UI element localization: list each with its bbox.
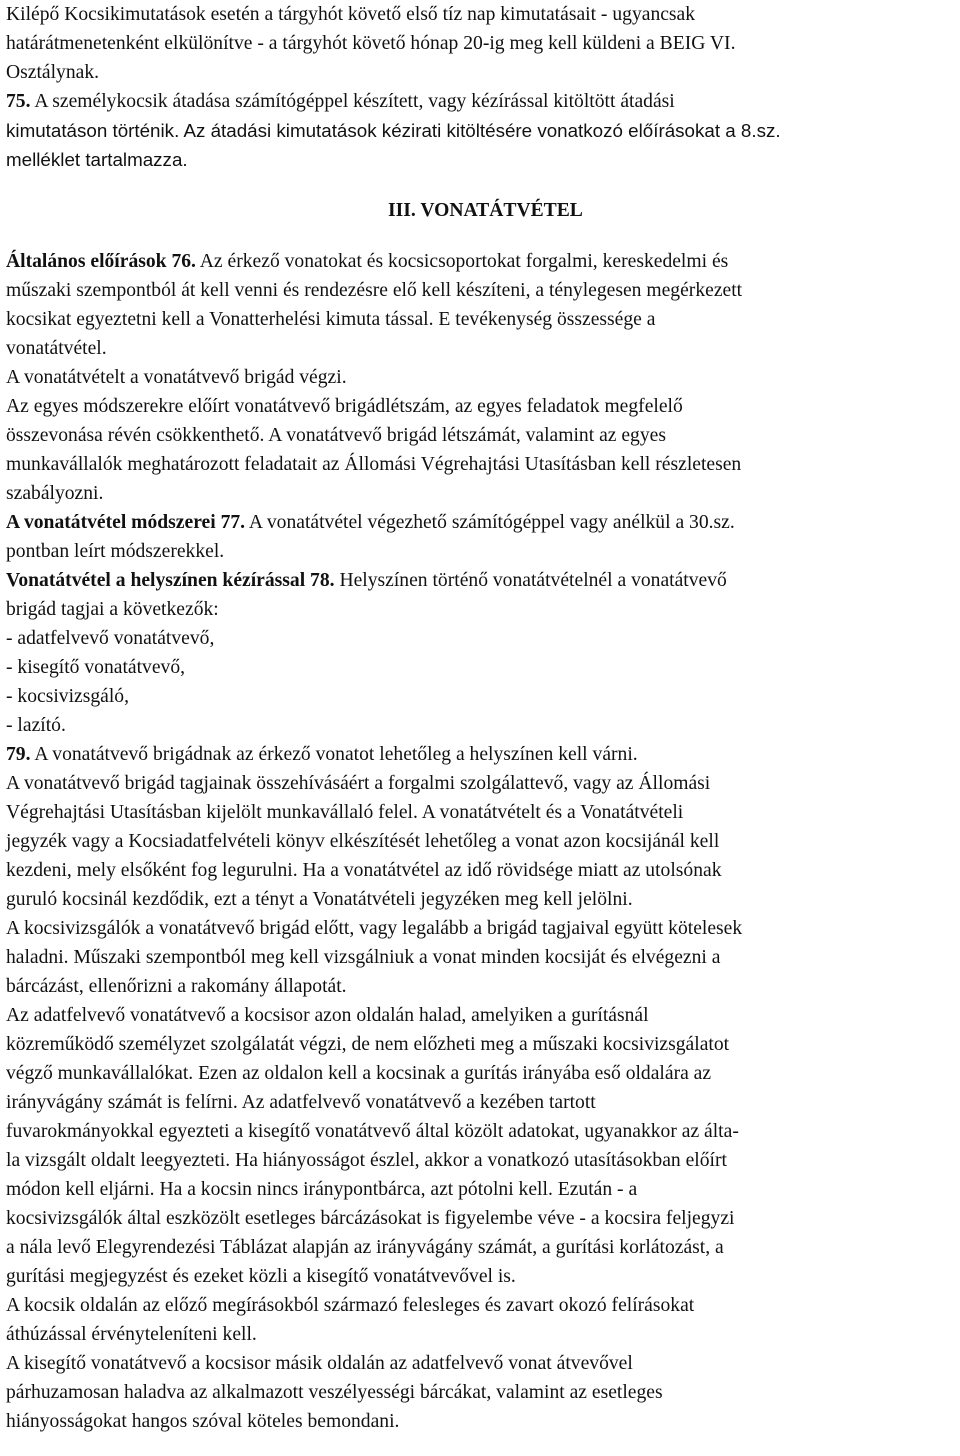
text-line: melléklet tartalmazza. (6, 149, 188, 170)
text-line: fuvarokmányokkal egyezteti a kisegítő vonatátvevő által közölt adatokat, ugyanakkor az álta- (6, 1121, 739, 1142)
text-line: A vonatátvevő brigád tagjainak összehívásáért a forgalmi szolgálattevő, vagy az Állomási (6, 773, 711, 794)
text-line: kezdeni, mely elsőként fog legurulni. Ha a vonatátvétel az idő rövidsége miatt az utolsónak (6, 860, 722, 881)
section-title: III. VONATÁTVÉTEL (388, 200, 583, 221)
text-line: irányvágány számát is felírni. Az adatfelvevő vonatátvevő a kezében tartott (6, 1092, 596, 1113)
paragraph-76 (6, 247, 958, 508)
text-line: kimutatáson történik. Az átadási kimutatások kézirati kitöltésére vonatkozó előírásokat a 8.sz. (6, 120, 781, 141)
text-line: kocsivizsgálók által eszközölt esetleges bárcázásokat is figyelembe véve - a kocsira feljegyzi (6, 1208, 735, 1229)
text-segment: Az érkező vonatokat és kocsicsoportokat forgalmi, kereskedelmi és (195, 251, 729, 272)
text-line: munkavállalók meghatározott feladatait az Állomási Végrehajtási Utasításban kell részletesen (6, 454, 742, 475)
list-item: - kisegítő vonatátvevő, (6, 657, 186, 678)
paragraph-78 (6, 566, 958, 740)
text-line: kocsikat egyeztetni kell a Vonatterhelési kimuta tással. E tevékenység összessége a (6, 309, 656, 330)
text-line: a nála levő Elegyrendezési Táblázat alapján az irányvágány számát, a gurítási korlátozást, a (6, 1237, 724, 1258)
text-line: pontban leírt módszerekkel. (6, 541, 225, 562)
text-line: jegyzék vagy a Kocsiadatfelvételi könyv elkészítését lehetőleg a vonat azon kocsijánál kell (6, 831, 720, 852)
paragraph-heading: Általános előírások 76. (6, 251, 196, 272)
text-line (6, 87, 958, 116)
text-line: brigád tagjai a következők: (6, 599, 219, 620)
text-line: Végrehajtási Utasításban kijelölt munkavállaló felel. A vonatátvételt és a Vonatátvételi (6, 802, 684, 823)
paragraph-77 (6, 508, 958, 566)
text-line: szabályozni. (6, 483, 104, 504)
text-line: la vizsgált oldalt leegyezteti. Ha hiányosságot észlel, akkor a vonatkozó utasításokban előírt (6, 1150, 727, 1171)
text-line: határátmenetenként elkülönítve - a tárgyhót követő hónap 20-ig meg kell küldeni a BEIG VI. (6, 33, 736, 54)
list-item: - adatfelvevő vonatátvevő, (6, 628, 215, 649)
text-line: bárcázást, ellenőrizni a rakomány állapotát. (6, 976, 347, 997)
list-item: - kocsivizsgáló, (6, 686, 129, 707)
text-line: vonatátvétel. (6, 338, 107, 359)
text-line: módon kell eljárni. Ha a kocsin nincs iránypontbárca, azt pótolni kell. Ezután - a (6, 1179, 638, 1200)
document-page (6, 0, 958, 1436)
text-segment: Helyszínen történő vonatátvételnél a vonatátvevő (334, 570, 727, 591)
list-item: - lazító. (6, 715, 66, 736)
text-line: Az egyes módszerekre előírt vonatátvevő brigádlétszám, az egyes feladatok megfelelő (6, 396, 683, 417)
text-line: guruló kocsinál kezdődik, ezt a tényt a Vonatátvételi jegyzéken meg kell jelölni. (6, 889, 633, 910)
text-line: gurítási megjegyzést és ezeket közli a kisegítő vonatátvevővel is. (6, 1266, 516, 1287)
text-line: hiányosságokat hangos szóval köteles bemondani. (6, 1411, 400, 1432)
text-line: Osztálynak. (6, 62, 100, 83)
text-line: Az adatfelvevő vonatátvevő a kocsisor azon oldalán halad, amelyiken a gurításnál (6, 1005, 649, 1026)
paragraph-heading: A vonatátvétel módszerei 77. (6, 512, 246, 533)
text-line: összevonása révén csökkenthető. A vonatátvevő brigád létszámát, valamint az egyes (6, 425, 666, 446)
text-line (6, 740, 958, 769)
text-segment: A vonatátvevő brigádnak az érkező vonatot lehetőleg a helyszínen kell várni. (30, 744, 638, 765)
text-line (6, 566, 958, 595)
paragraph-number: 75. (6, 91, 31, 112)
text-line: műszaki szempontból át kell venni és rendezésre elő kell készíteni, a ténylegesen megérkezett (6, 280, 743, 301)
paragraph-heading: Vonatátvétel a helyszínen kézírással 78. (6, 570, 335, 591)
text-line: végző munkavállalókat. Ezen az oldalon kell a kocsinak a gurítás irányába eső oldalára az (6, 1063, 712, 1084)
paragraph-75 (6, 87, 958, 174)
text-segment: A vonatátvétel végezhető számítógéppel vagy anélkül a 30.sz. (245, 512, 735, 533)
text-line (6, 247, 958, 276)
intro-paragraph (6, 0, 958, 87)
text-line: A vonatátvételt a vonatátvevő brigád végzi. (6, 367, 347, 388)
paragraph-79 (6, 740, 958, 1436)
text-line: Kilépő Kocsikimutatások esetén a tárgyhót követő első tíz nap kimutatásait - ugyancsak (6, 4, 696, 25)
text-line: A kisegítő vonatátvevő a kocsisor másik oldalán az adatfelvevő vonat átvevővel (6, 1353, 633, 1374)
text-line: A kocsivizsgálók a vonatátvevő brigád előtt, vagy legalább a brigád tagjaival együtt kötelesek (6, 918, 743, 939)
text-line: A kocsik oldalán az előző megírásokból származó felesleges és zavart okozó felírásokat (6, 1295, 695, 1316)
text-line: közreműködő személyzet szolgálatát végzi, de nem előzheti meg a műszaki kocsivizsgálatot (6, 1034, 730, 1055)
text-segment: A személykocsik átadása számítógéppel készített, vagy kézírással kitöltött átadási (30, 91, 675, 112)
text-line: áthúzással érvényteleníteni kell. (6, 1324, 257, 1345)
paragraph-number: 79. (6, 744, 31, 765)
text-line (6, 508, 958, 537)
text-line: párhuzamosan haladva az alkalmazott veszélyességi bárcákat, valamint az esetleges (6, 1382, 663, 1403)
text-line: haladni. Műszaki szempontból meg kell vizsgálniuk a vonat minden kocsiját és elvégezni a (6, 947, 721, 968)
